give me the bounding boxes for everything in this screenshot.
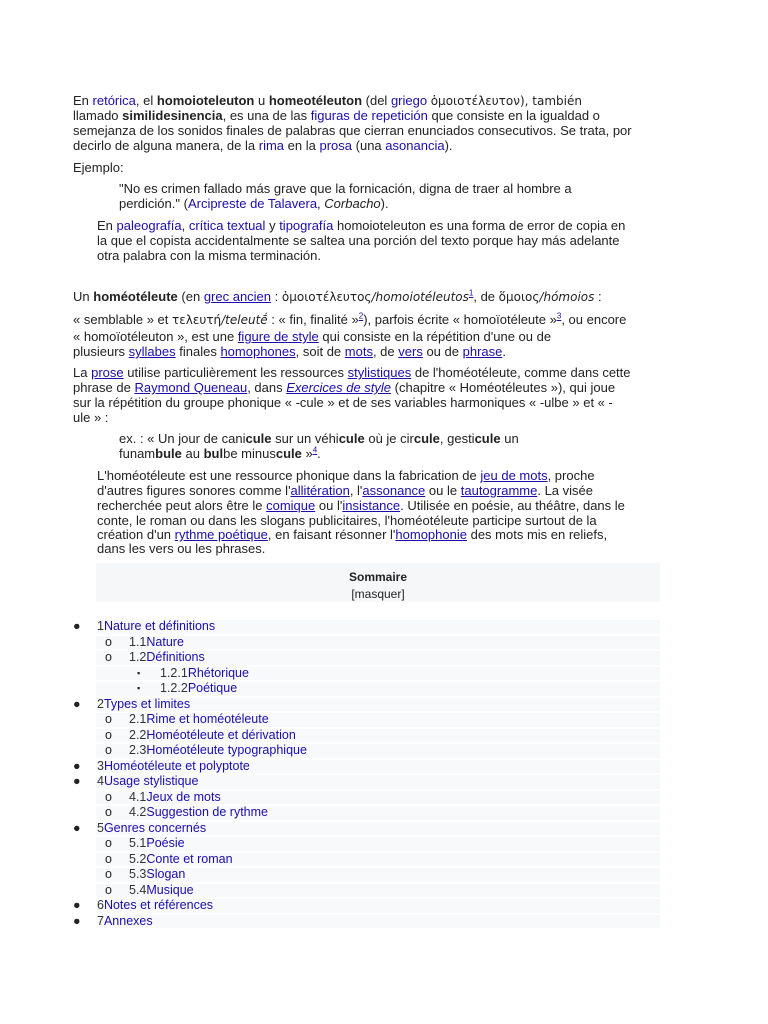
- toc-bullet-icon: o: [105, 836, 112, 850]
- link-syllabes[interactable]: syllabes: [128, 344, 176, 359]
- toc-item[interactable]: [0, 914, 768, 930]
- link-arcipreste[interactable]: Arcipreste de Talavera: [187, 196, 318, 211]
- link-tipografia[interactable]: tipografía: [279, 218, 334, 233]
- toc-bullet-icon: ▪: [137, 667, 141, 678]
- toc-link[interactable]: Conte et roman: [146, 851, 233, 866]
- toc-link[interactable]: Genres concernés: [103, 820, 207, 835]
- fr-ressource-line6: dans les vers ou les phrases.: [97, 541, 266, 556]
- link-exercices-de-style[interactable]: Exercices de style: [286, 380, 392, 395]
- toc-item[interactable]: [0, 774, 768, 790]
- toc-item[interactable]: [0, 728, 768, 744]
- fr-prose-line4: ule » :: [73, 410, 109, 425]
- es-intro-line3: semejanza de los sonidos finales de palabras que cierran enunciados consecutivos. Se trata, por: [73, 123, 632, 138]
- toc-link[interactable]: Homéotéleute et dérivation: [146, 727, 296, 742]
- link-prosa[interactable]: prosa: [319, 138, 353, 153]
- toc-item[interactable]: [0, 898, 768, 914]
- fr-intro-line1: Un homéotéleute (en grec ancien : ὁμοιοτέλευτος/homoiotéleutos$^1$, de ὅμοιος/hómoios :: [73, 288, 602, 304]
- fr-example-line1: ex. : « Un jour de canicule sur un véhicule où je circule, gesticule un: [119, 431, 519, 446]
- link-griego[interactable]: griego: [390, 93, 428, 108]
- toc-number: 2.2: [129, 727, 147, 742]
- toc-number: 4: [97, 774, 104, 788]
- toc-bullet-icon: o: [105, 789, 112, 804]
- toc-number: 5: [97, 820, 104, 835]
- link-homophonie[interactable]: homophonie: [395, 527, 467, 542]
- toc-item[interactable]: [0, 790, 768, 806]
- fr-prose-line1: La prose utilise particulièrement les ressources stylistiques de l'homéotéleute, comme dans cette: [73, 365, 631, 380]
- toc-item[interactable]: [0, 681, 768, 697]
- fr-prose-line3: sur la répétition du groupe phonique « -cule » et de ses variables harmoniques « -ulbe » et « -: [73, 395, 613, 410]
- toc-bullet-icon: o: [105, 727, 112, 742]
- link-figure-de-style[interactable]: figure de style: [237, 329, 319, 344]
- fr-intro-line3: « homoïotéleuton », est une figure de style qui consiste en la répétition d'une ou de: [73, 329, 552, 344]
- toc-number: 1.2.2: [160, 681, 188, 695]
- toc-bullet-icon: o: [105, 851, 112, 866]
- toc-number: 1.2.1: [160, 665, 188, 680]
- toc-item[interactable]: [0, 666, 768, 682]
- link-prose[interactable]: prose: [91, 365, 124, 380]
- toc-number: 5.3: [129, 867, 147, 881]
- toc-item[interactable]: [0, 805, 768, 821]
- toc-bullet-icon: ●: [73, 774, 81, 788]
- toc-link[interactable]: Jeux de mots: [146, 789, 221, 804]
- link-asonancia[interactable]: asonancia: [385, 138, 445, 153]
- link-mots[interactable]: mots: [344, 344, 373, 359]
- link-comique[interactable]: comique: [266, 498, 316, 513]
- toc-number: 2: [97, 696, 104, 711]
- toc-item[interactable]: [0, 650, 768, 666]
- link-tautogramme[interactable]: tautogramme: [460, 483, 538, 498]
- sommaire-box: [96, 563, 660, 602]
- toc-number: 4.2: [129, 805, 147, 819]
- link-grec-ancien[interactable]: grec ancien: [203, 289, 272, 304]
- toc-bullet-icon: ●: [73, 898, 81, 912]
- toc-item[interactable]: [0, 867, 768, 883]
- toc-number: 3: [97, 758, 104, 773]
- link-alliteration[interactable]: allitération: [290, 483, 350, 498]
- link-rima[interactable]: rima: [258, 138, 285, 153]
- link-vers[interactable]: vers: [398, 344, 423, 359]
- link-stylistiques[interactable]: stylistiques: [347, 365, 412, 380]
- fr-ressource-line3: recherchée peut alors être le comique ou l'insistance. Utilisée en poésie, au théâtre, dans le: [97, 498, 625, 513]
- toc-link[interactable]: Poétique: [187, 681, 238, 695]
- toc-number: 1: [97, 619, 104, 633]
- es-quote-line2: perdición." (Arcipreste de Talavera, Corbacho).: [119, 196, 389, 211]
- toc-link[interactable]: Rhétorique: [187, 665, 249, 680]
- toc-number: 5.4: [129, 882, 147, 897]
- toc-item[interactable]: [0, 759, 768, 775]
- es-paleo-line1: En paleografía, crítica textual y tipografía homoioteleuton es una forma de error de copia en: [97, 218, 626, 233]
- ref-1[interactable]: 1: [468, 288, 474, 298]
- toc-bullet-icon: o: [105, 712, 112, 726]
- toc-number: 5.1: [129, 836, 147, 850]
- link-raymond-queneau[interactable]: Raymond Queneau: [134, 380, 248, 395]
- es-quote-line1: "No es crimen fallado más grave que la fornicación, digna de traer al hombre a: [119, 181, 572, 196]
- sommaire-title: Sommaire: [348, 570, 408, 584]
- toc-link[interactable]: Usage stylistique: [103, 774, 199, 788]
- toc-number: 2.1: [129, 712, 147, 726]
- fr-intro-line2: « semblable » et τελευτή/teleutḗ : « fin, finalité »$^2$), parfois écrite « homoïotéleute »$^3$, ou encore: [73, 311, 627, 327]
- fr-ressource-line4: conte, le roman ou dans les slogans publicitaires, l'homéotéleute participe surtout de la: [97, 513, 597, 528]
- toc-item[interactable]: [0, 619, 768, 635]
- toc-item[interactable]: [0, 821, 768, 837]
- es-paleo-line3: otra palabra con la misma terminación.: [97, 248, 321, 263]
- toc-bullet-icon: ●: [73, 758, 81, 773]
- toc-bullet-icon: o: [105, 743, 112, 757]
- toc-bullet-icon: ●: [73, 913, 81, 928]
- ref-4[interactable]: 4: [312, 445, 318, 455]
- ref-2[interactable]: 2: [358, 311, 364, 321]
- toc-bullet-icon: o: [105, 867, 112, 881]
- ref-3[interactable]: 3: [556, 311, 562, 321]
- link-assonance[interactable]: assonance: [362, 483, 426, 498]
- es-intro-line1: En retórica, el homoioteleuton u homeotéleuton (del griego ὁμοιοτέλευτον), también: [73, 93, 582, 108]
- toc-number: 1.2: [129, 650, 147, 664]
- fr-ressource-line5: création d'un rythme poétique, en faisant résonner l'homophonie des mots mis en reliefs,: [97, 527, 608, 542]
- toc-item[interactable]: [0, 743, 768, 759]
- sommaire-toggle[interactable]: [masquer]: [351, 587, 405, 601]
- toc-link[interactable]: Musique: [146, 882, 194, 897]
- toc-bullet-icon: o: [105, 882, 112, 897]
- es-ejemplo-label: Ejemplo:: [73, 160, 124, 175]
- fr-ressource-line2: d'autres figures sonores comme l'allitération, l'assonance ou le tautogramme. La visée: [97, 483, 593, 498]
- toc-link[interactable]: Rime et homéotéleute: [146, 712, 269, 726]
- link-paleografia[interactable]: paleografía: [116, 218, 182, 233]
- es-paleo-line2: la que el copista accidentalmente se saltea una porción del texto porque hay más adelante: [97, 233, 620, 248]
- toc-bullet-icon: o: [105, 805, 112, 819]
- toc-link[interactable]: Slogan: [146, 867, 186, 881]
- link-retorica[interactable]: retórica: [92, 93, 136, 108]
- toc-link[interactable]: Définitions: [146, 650, 205, 664]
- toc-number: 7: [97, 913, 104, 928]
- link-insistance[interactable]: insistance: [342, 498, 401, 513]
- toc-link[interactable]: Types et limites: [103, 696, 191, 711]
- toc-link[interactable]: Nature et définitions: [103, 619, 216, 633]
- fr-prose-line2: phrase de Raymond Queneau, dans Exercices de style (chapitre « Homéotéleutes »), qui joue: [73, 380, 616, 395]
- toc-bullet-icon: o: [105, 650, 112, 664]
- toc-item[interactable]: [0, 712, 768, 728]
- toc-bullet-icon: ▪: [137, 683, 141, 693]
- toc-link[interactable]: Poésie: [146, 836, 185, 850]
- fr-example-line2: funambule au bulbe minuscule »$^4$.: [119, 445, 321, 461]
- toc-link[interactable]: Suggestion de rythme: [146, 805, 268, 819]
- toc-number: 1.1: [129, 634, 147, 649]
- toc-link[interactable]: Annexes: [103, 913, 153, 928]
- toc-link[interactable]: Notes et références: [103, 898, 214, 912]
- toc-bullet-icon: o: [105, 634, 112, 649]
- toc-number: 6: [97, 898, 104, 912]
- toc-number: 5.2: [129, 851, 147, 866]
- toc-item[interactable]: [0, 635, 768, 651]
- toc-item[interactable]: [0, 836, 768, 852]
- link-critica-textual[interactable]: crítica textual: [188, 218, 266, 233]
- toc-link[interactable]: Homéotéleute et polyptote: [103, 758, 250, 773]
- link-figuras-repeticion[interactable]: figuras de repetición: [310, 108, 428, 123]
- toc-number: 2.3: [129, 743, 147, 757]
- toc-link[interactable]: Nature: [146, 634, 184, 649]
- link-homophones[interactable]: homophones: [220, 344, 296, 359]
- toc-item[interactable]: [0, 883, 768, 899]
- table-of-contents: [0, 619, 768, 929]
- link-jeu-de-mots[interactable]: jeu de mots: [480, 468, 548, 483]
- toc-bullet-icon: ●: [73, 696, 81, 711]
- es-intro-line4: decirlo de alguna manera, de la rima en la prosa (una asonancia).: [73, 138, 453, 153]
- link-phrase[interactable]: phrase: [462, 344, 503, 359]
- toc-bullet-icon: ●: [73, 820, 81, 835]
- toc-bullet-icon: ●: [73, 619, 81, 633]
- toc-link[interactable]: Homéotéleute typographique: [146, 743, 307, 757]
- fr-ressource-line1: L'homéotéleute est une ressource phonique dans la fabrication de jeu de mots, proche: [97, 468, 595, 483]
- toc-item[interactable]: [0, 852, 768, 868]
- es-intro-line2: llamado similidesinencia, es una de las figuras de repetición que consiste en la igualdad o: [73, 108, 600, 123]
- toc-item[interactable]: [0, 697, 768, 713]
- link-rythme-poetique[interactable]: rythme poétique: [174, 527, 268, 542]
- toc-number: 4.1: [129, 789, 147, 804]
- fr-intro-line4: plusieurs syllabes finales homophones, soit de mots, de vers ou de phrase.: [73, 344, 506, 359]
